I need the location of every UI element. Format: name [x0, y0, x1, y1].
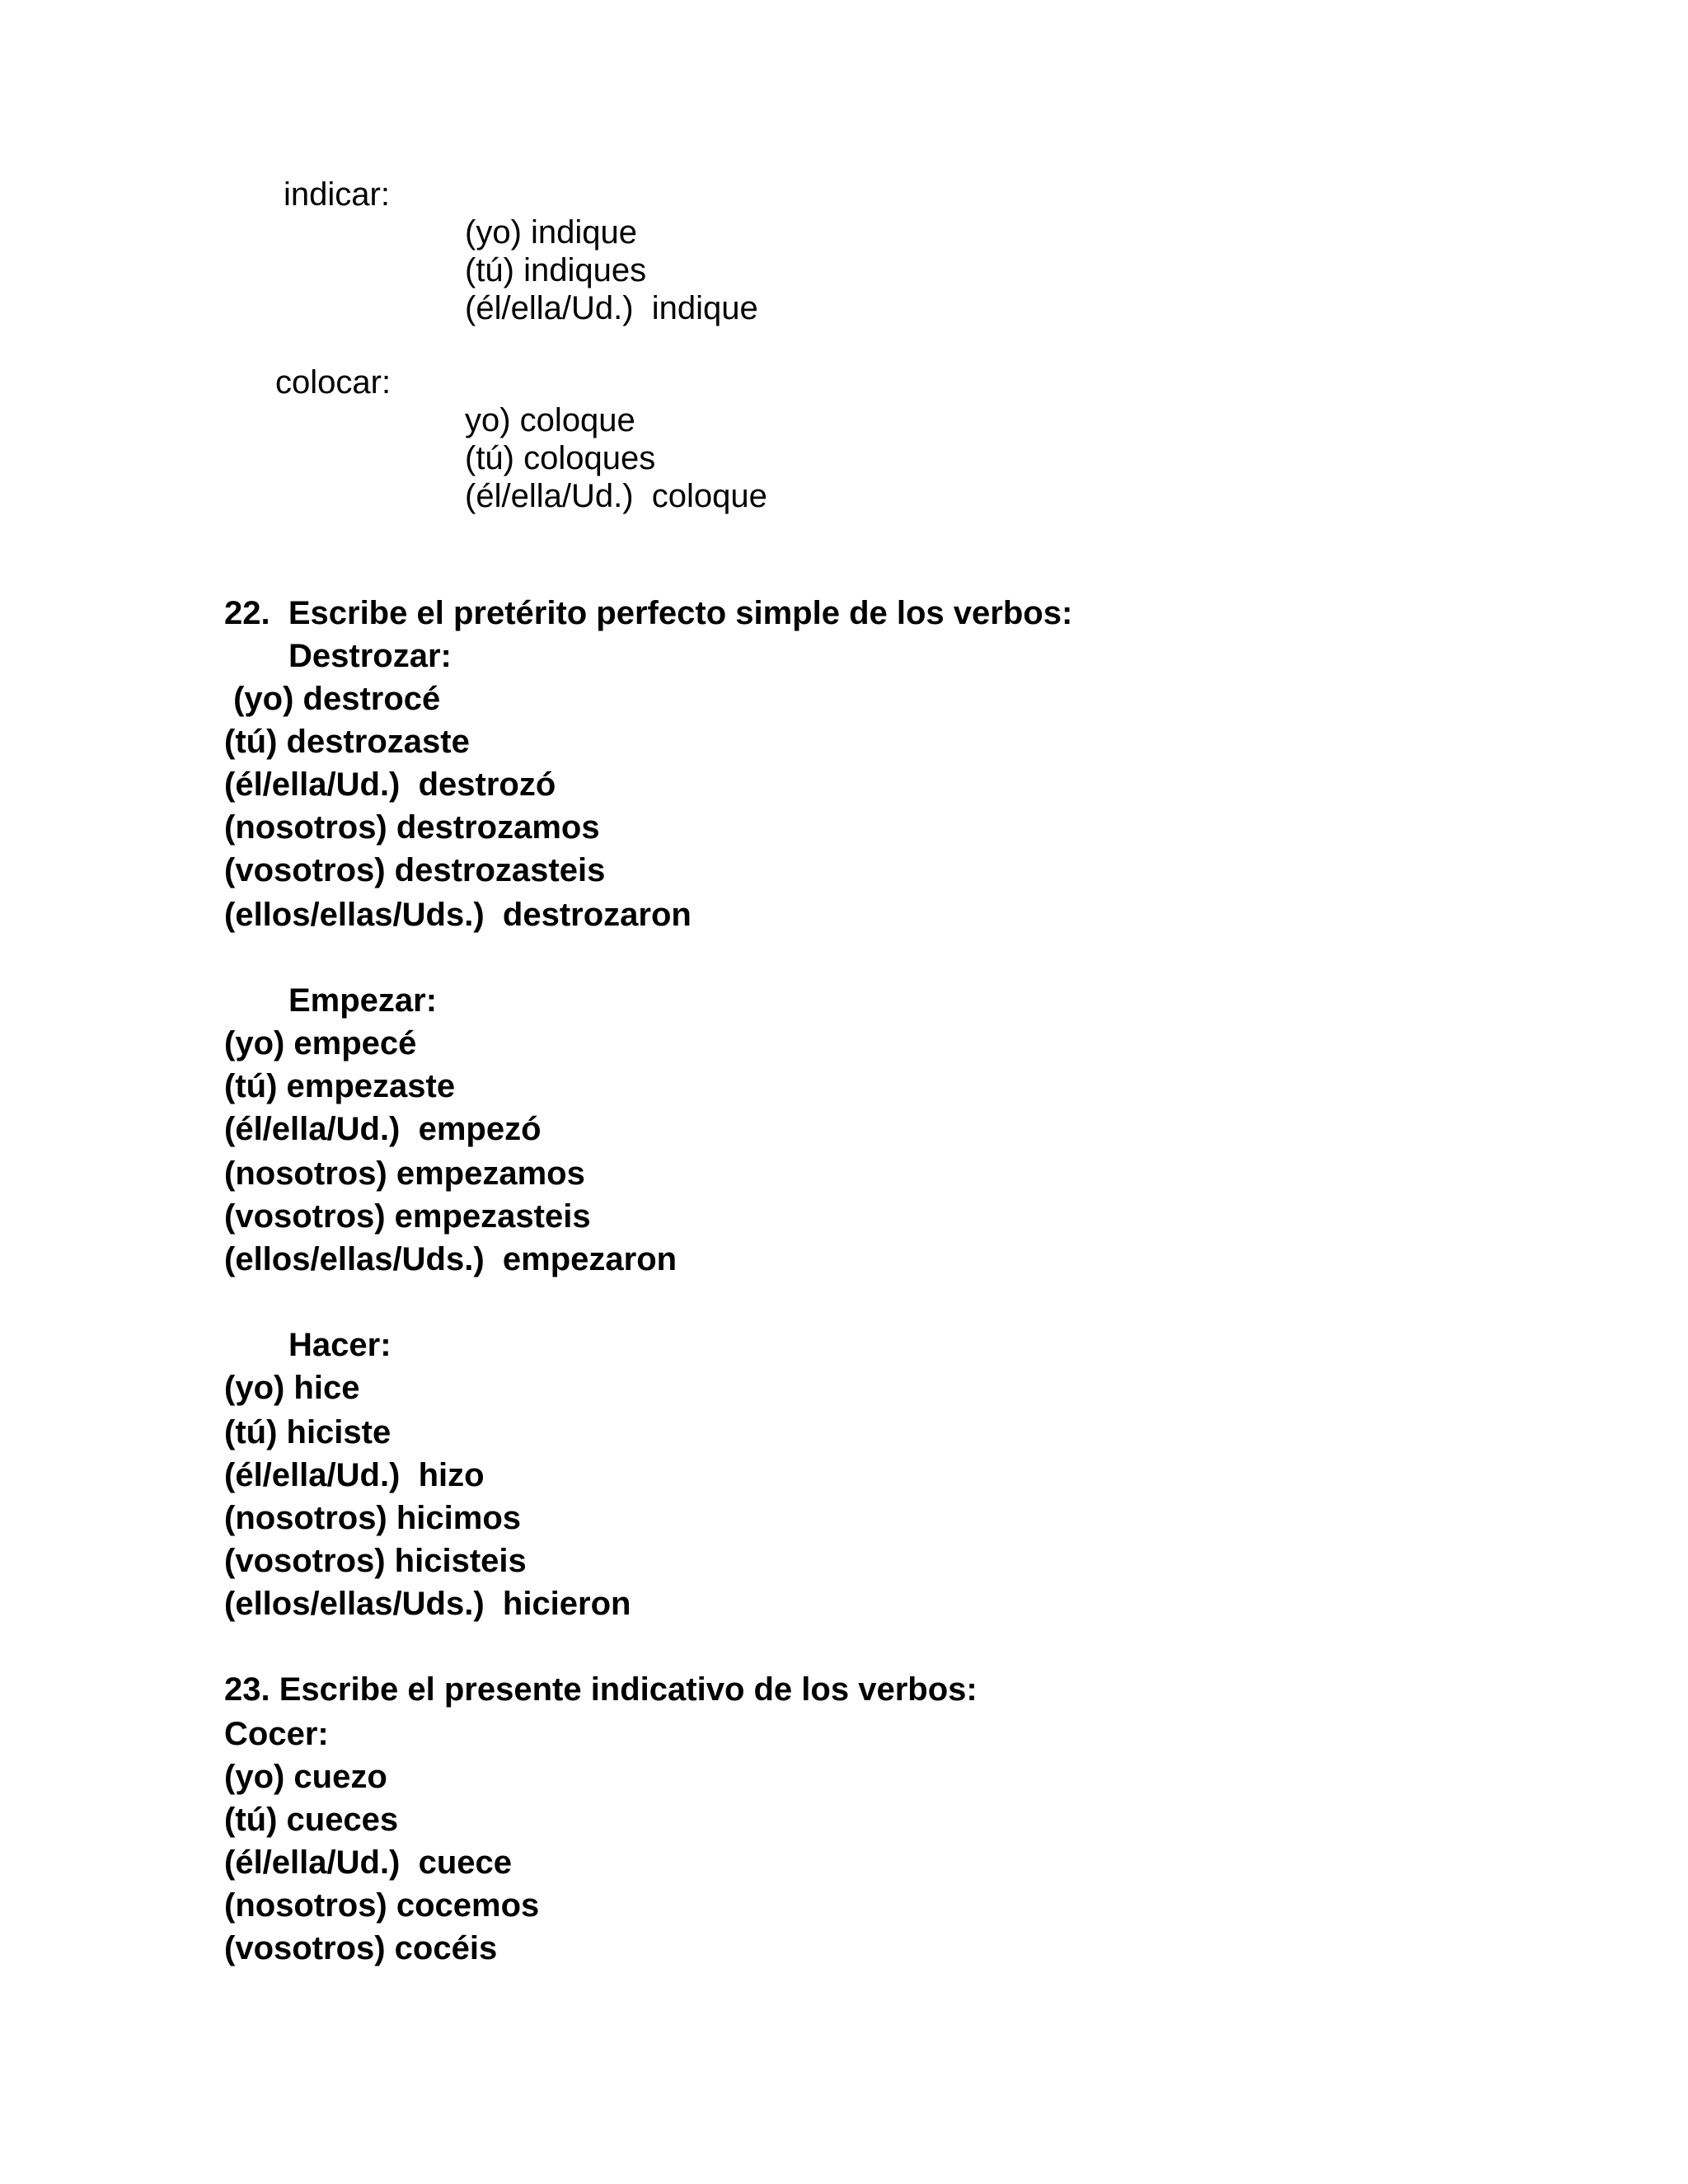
- conjugation-line: (tú) indiques: [465, 252, 647, 288]
- conjugation-line: (yo) indique: [465, 214, 638, 251]
- conjugation-line: (nosotros) cocemos: [224, 1887, 540, 1924]
- conjugation-line: yo) coloque: [465, 402, 635, 438]
- exercise-22-heading: 22. Escribe el pretérito perfecto simple de los verbos:: [224, 595, 1073, 631]
- conjugation-line: (tú) hiciste: [224, 1414, 392, 1451]
- conjugation-line: (yo) cuezo: [224, 1759, 387, 1795]
- verb-label-empezar: Empezar:: [288, 982, 438, 1019]
- conjugation-line: (él/ella/Ud.) destrozó: [224, 766, 556, 803]
- conjugation-line: (nosotros) hicimos: [224, 1500, 522, 1536]
- conjugation-line: (él/ella/Ud.) empezó: [224, 1111, 542, 1147]
- conjugation-line: (tú) empezaste: [224, 1068, 456, 1104]
- conjugation-line: (vosotros) cocéis: [224, 1930, 498, 1966]
- conjugation-line: (ellos/ellas/Uds.) empezaron: [224, 1241, 678, 1277]
- verb-label-destrozar: Destrozar:: [288, 638, 452, 674]
- conjugation-line: (ellos/ellas/Uds.) destrozaron: [224, 897, 692, 933]
- exercise-23-heading: 23. Escribe el presente indicativo de los verbos:: [224, 1671, 978, 1708]
- conjugation-line: (ellos/ellas/Uds.) hicieron: [224, 1586, 631, 1622]
- conjugation-line: (vosotros) empezasteis: [224, 1198, 591, 1235]
- conjugation-line: (él/ella/Ud.) cuece: [224, 1844, 513, 1881]
- verb-label-hacer: Hacer:: [288, 1327, 392, 1363]
- conjugation-line: (tú) cueces: [224, 1802, 399, 1838]
- verb-label-cocer: Cocer:: [224, 1716, 329, 1752]
- conjugation-line: (tú) coloques: [465, 440, 656, 476]
- conjugation-line: (nosotros) empezamos: [224, 1155, 585, 1192]
- conjugation-line: (él/ella/Ud.) coloque: [465, 478, 767, 514]
- conjugation-line: (yo) empecé: [224, 1025, 417, 1062]
- conjugation-line: (él/ella/Ud.) hizo: [224, 1457, 485, 1493]
- conjugation-line: (vosotros) hicisteis: [224, 1543, 527, 1579]
- conjugation-line: (yo) destrocé: [224, 681, 441, 717]
- conjugation-line: (tú) destrozaste: [224, 724, 470, 760]
- conjugation-line: (vosotros) destrozasteis: [224, 852, 606, 888]
- verb-label-indicar: indicar:: [284, 176, 390, 213]
- verb-label-colocar: colocar:: [275, 364, 392, 401]
- conjugation-line: (yo) hice: [224, 1370, 360, 1406]
- conjugation-line: (nosotros) destrozamos: [224, 809, 600, 846]
- conjugation-line: (él/ella/Ud.) indique: [465, 290, 758, 326]
